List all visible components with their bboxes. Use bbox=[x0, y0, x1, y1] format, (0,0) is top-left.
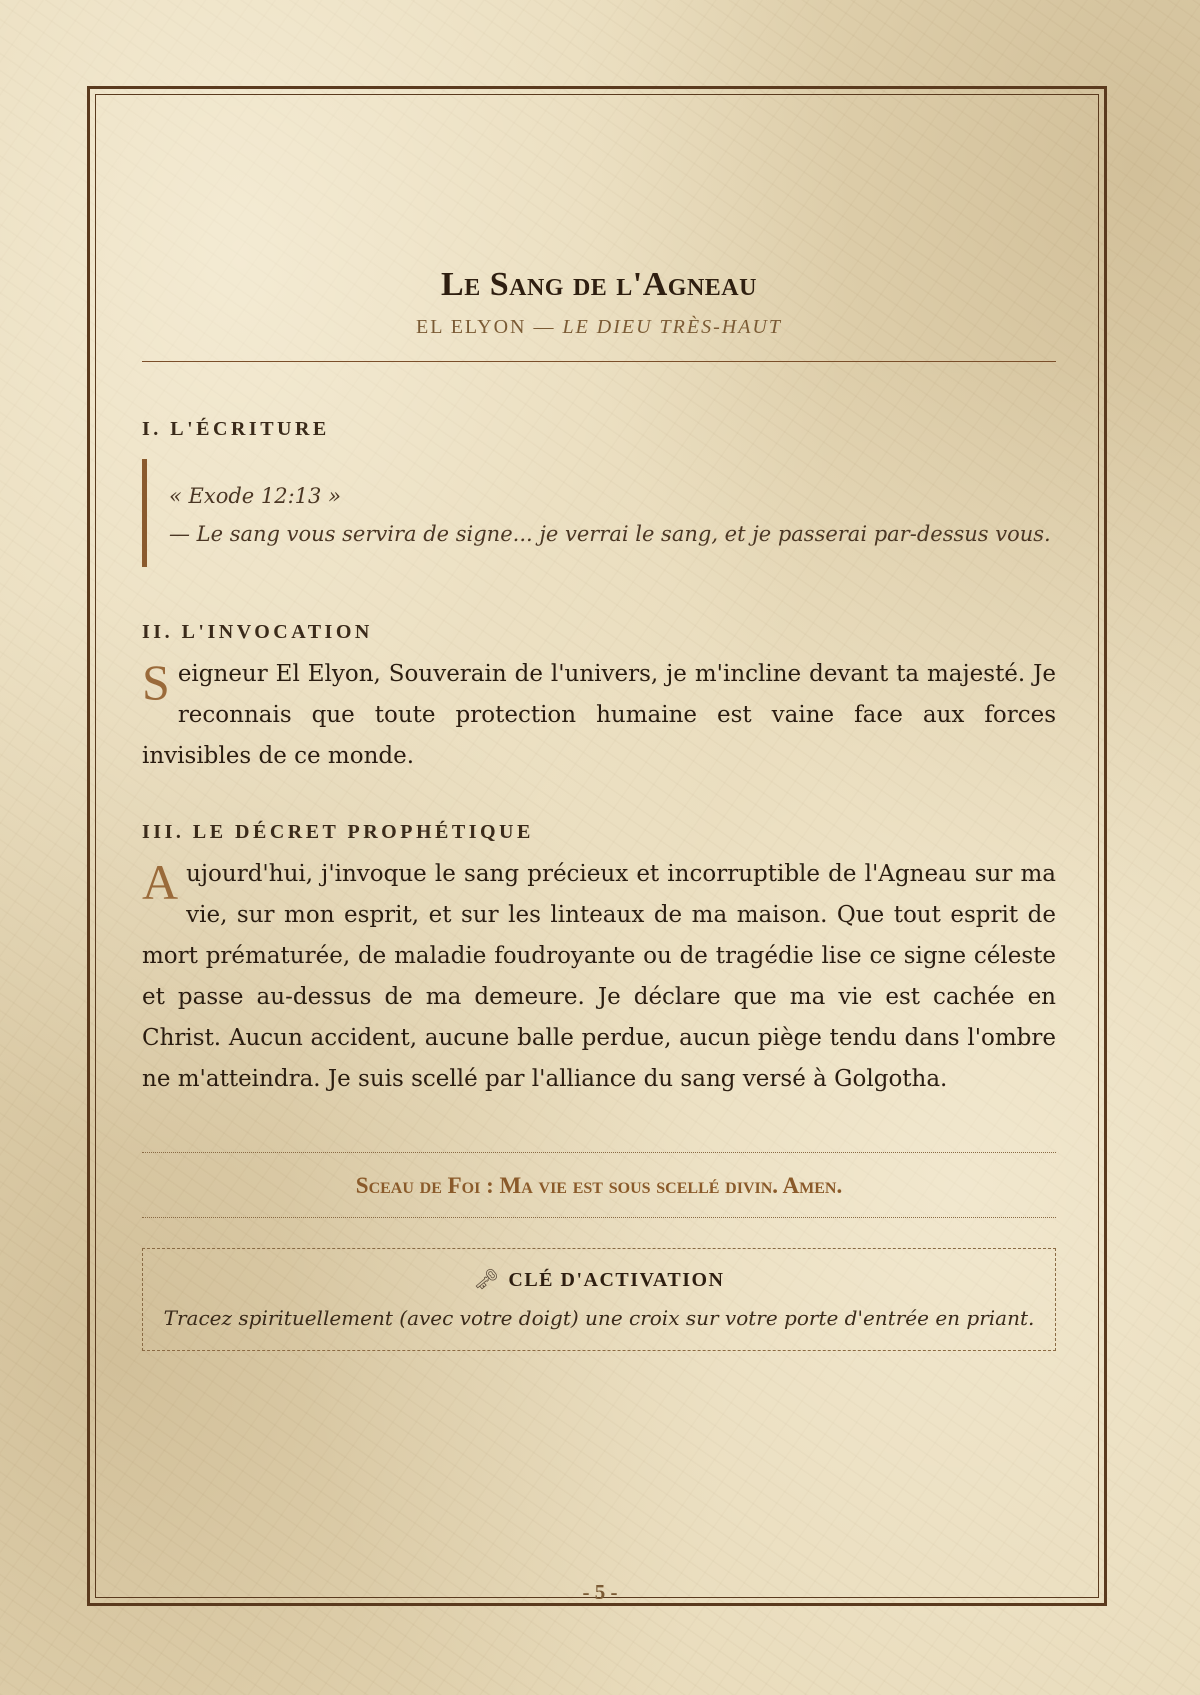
activation-text: Tracez spirituellement (avec votre doigt) une croix sur votre porte d'entrée en priant. bbox=[163, 1306, 1035, 1330]
dotted-divider bbox=[142, 1217, 1056, 1218]
subtitle-main: EL ELYON — bbox=[416, 316, 556, 338]
invocation-text: eigneur El Elyon, Souverain de l'univers, je m'incline devant ta majesté. Je reconnais que toute protection humaine est vaine face aux forces invisibles de ce monde. bbox=[142, 661, 1056, 769]
drop-cap: A bbox=[142, 854, 179, 910]
scripture-verse: — Le sang vous servira de signe... je verrai le sang, et je passerai par-dessus vous. bbox=[169, 522, 1051, 546]
key-icon: 🗝 bbox=[473, 1269, 501, 1291]
page-number: - 5 - bbox=[582, 1580, 618, 1604]
activation-heading bbox=[155, 1267, 1043, 1292]
scripture-reference: « Exode 12:13 » bbox=[169, 484, 341, 508]
section-heading-decree: III. LE DÉCRET PROPHÉTIQUE bbox=[142, 821, 534, 843]
section-heading-invocation: II. L'INVOCATION bbox=[142, 621, 373, 643]
drop-cap: S bbox=[142, 654, 170, 710]
page-title: Le Sang de l'Agneau bbox=[441, 266, 757, 303]
seal-text: Sceau de Foi : Ma vie est sous scellé divin. Amen. bbox=[355, 1173, 843, 1198]
page-content bbox=[142, 262, 1056, 1351]
seal-block bbox=[142, 1152, 1056, 1218]
decree-text: ujourd'hui, j'invoque le sang précieux et incorruptible de l'Agneau sur ma vie, sur mon esprit, et sur les linteaux de ma maison. Que tout esprit de mort prématurée, de maladie foudroyante ou de tragédie lise ce signe céleste et passe au-dessus de ma demeure. Je déclare que ma vie est cachée en Christ. Aucun accident, aucune balle perdue, aucun piège tendu dans l'ombre ne m'atteindra. Je suis scellé par l'alliance du sang versé à Golgotha. bbox=[142, 861, 1056, 1092]
invocation-paragraph bbox=[142, 654, 1056, 777]
title-divider bbox=[142, 361, 1056, 362]
activation-title: CLÉ D'ACTIVATION bbox=[508, 1269, 725, 1291]
decree-paragraph bbox=[142, 854, 1056, 1100]
page-subtitle bbox=[142, 316, 1056, 339]
scripture-quote bbox=[142, 459, 1056, 567]
activation-box bbox=[142, 1248, 1056, 1351]
subtitle-italic: LE DIEU TRÈS-HAUT bbox=[562, 316, 782, 338]
section-heading-scripture: I. L'ÉCRITURE bbox=[142, 418, 330, 440]
